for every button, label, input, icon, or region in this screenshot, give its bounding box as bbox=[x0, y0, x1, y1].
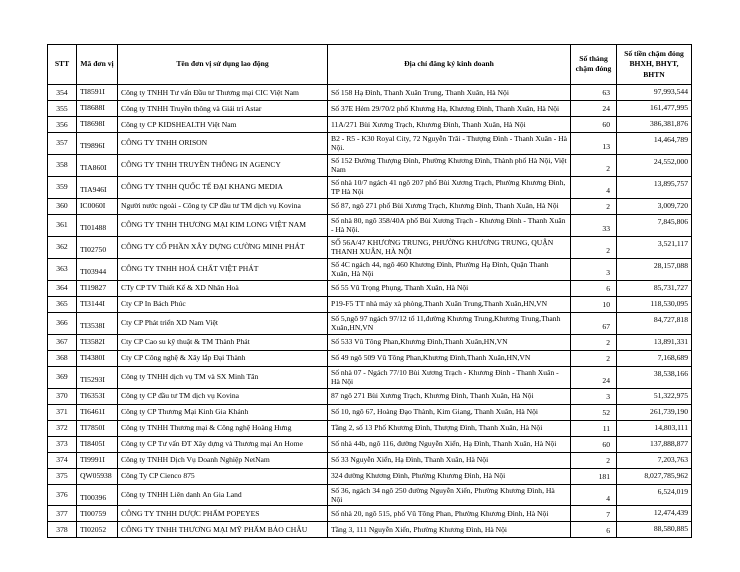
row-amount-late: 13,891,331 bbox=[617, 334, 692, 350]
row-unit-code: TI02750 bbox=[77, 236, 118, 258]
row-amount-late: 161,477,995 bbox=[617, 100, 692, 116]
table-row bbox=[48, 436, 692, 452]
row-stt: 368 bbox=[48, 350, 77, 366]
row-unit-code: TI8698I bbox=[77, 116, 118, 132]
row-months-late: 11 bbox=[571, 420, 617, 436]
row-stt: 361 bbox=[48, 214, 77, 236]
row-stt: 355 bbox=[48, 100, 77, 116]
row-employer-name: CÔNG TY TNHH DƯỢC PHẨM POPEYES bbox=[118, 506, 328, 522]
table-row bbox=[48, 198, 692, 214]
table-row bbox=[48, 468, 692, 484]
col-header-amount-late: Số tiền chậm đóng BHXH, BHYT, BHTN bbox=[617, 45, 692, 85]
table-row bbox=[48, 506, 692, 522]
row-months-late: 13 bbox=[571, 132, 617, 154]
row-amount-late: 28,157,088 bbox=[617, 258, 692, 280]
row-employer-name: Công ty TNHH dịch vụ TM và SX Minh Tân bbox=[118, 366, 328, 388]
row-registered-address: Số 37E Hẻm 29/70/2 phố Khương Hạ, Khương Đình, Thanh Xuân, Hà Nội bbox=[328, 100, 571, 116]
row-employer-name: CÔNG TY TNHH THƯƠNG MẠI MỸ PHẨM BẢO CHÂU bbox=[118, 522, 328, 538]
table-row bbox=[48, 484, 692, 506]
row-unit-code: IC0060I bbox=[77, 198, 118, 214]
row-stt: 372 bbox=[48, 420, 77, 436]
row-months-late: 2 bbox=[571, 154, 617, 176]
row-stt: 356 bbox=[48, 116, 77, 132]
row-unit-code: TI6461I bbox=[77, 404, 118, 420]
row-months-late: 2 bbox=[571, 334, 617, 350]
row-unit-code: TI8591I bbox=[77, 84, 118, 100]
table-row bbox=[48, 280, 692, 296]
row-registered-address: Số 10, ngõ 67, Hoàng Đạo Thành, Kim Giang, Thanh Xuân, Hà Nội bbox=[328, 404, 571, 420]
row-stt: 365 bbox=[48, 296, 77, 312]
row-registered-address: Số nhà 44b, ngõ 116, đường Nguyễn Xiển, Hạ Đình, Thanh Xuân, Hà Nội bbox=[328, 436, 571, 452]
row-employer-name: CÔNG TY TNHH QUỐC TẾ ĐẠI KHANG MEDIA bbox=[118, 176, 328, 198]
row-amount-late: 12,474,439 bbox=[617, 506, 692, 522]
row-amount-late: 14,464,789 bbox=[617, 132, 692, 154]
row-months-late: 63 bbox=[571, 84, 617, 100]
table-row bbox=[48, 334, 692, 350]
row-months-late: 24 bbox=[571, 100, 617, 116]
row-unit-code: TIA946I bbox=[77, 176, 118, 198]
row-months-late: 4 bbox=[571, 176, 617, 198]
row-stt: 363 bbox=[48, 258, 77, 280]
row-registered-address: Số 87, ngõ 271 phố Bùi Xương Trạch, Khương Đình, Thanh Xuân, Hà Nội bbox=[328, 198, 571, 214]
row-stt: 377 bbox=[48, 506, 77, 522]
row-employer-name: Công ty CP KIDSHEALTH Việt Nam bbox=[118, 116, 328, 132]
row-registered-address: P19-F5 TT nhà máy xà phòng,Thanh Xuân Trung,Thanh Xuân,HN,VN bbox=[328, 296, 571, 312]
row-months-late: 3 bbox=[571, 388, 617, 404]
insurance-debt-table bbox=[47, 44, 692, 538]
row-stt: 376 bbox=[48, 484, 77, 506]
table-row bbox=[48, 404, 692, 420]
row-stt: 367 bbox=[48, 334, 77, 350]
col-header-employer-name: Tên đơn vị sử dụng lao động bbox=[118, 45, 328, 85]
row-unit-code: TI5293I bbox=[77, 366, 118, 388]
row-unit-code: TI3582I bbox=[77, 334, 118, 350]
row-registered-address: Số nhà 07 - Ngách 77/10 Bùi Xương Trạch - Khương Đình - Thanh Xuân - Hà Nội bbox=[328, 366, 571, 388]
table-row bbox=[48, 258, 692, 280]
row-amount-late: 38,538,166 bbox=[617, 366, 692, 388]
row-registered-address: Số nhà 20, ngõ 515, phố Vũ Tông Phan, Phường Khương Đình, Hà Nội bbox=[328, 506, 571, 522]
row-employer-name: CÔNG TY TNHH ORISON bbox=[118, 132, 328, 154]
document-page bbox=[47, 44, 691, 538]
row-months-late: 10 bbox=[571, 296, 617, 312]
table-body bbox=[48, 84, 692, 538]
row-amount-late: 97,993,544 bbox=[617, 84, 692, 100]
row-employer-name: Cty CP Phát triển XD Nam Việt bbox=[118, 312, 328, 334]
row-registered-address: 324 đường Khương Đình, Phường Khương Đình, Hà Nội bbox=[328, 468, 571, 484]
row-months-late: 6 bbox=[571, 522, 617, 538]
row-months-late: 2 bbox=[571, 350, 617, 366]
row-unit-code: TI7850I bbox=[77, 420, 118, 436]
row-amount-late: 137,888,877 bbox=[617, 436, 692, 452]
row-amount-late: 7,203,763 bbox=[617, 452, 692, 468]
row-unit-code: TI6353I bbox=[77, 388, 118, 404]
row-registered-address: Số 533 Vũ Tông Phan,Khương Đình,Thanh Xuân,HN,VN bbox=[328, 334, 571, 350]
table-row bbox=[48, 420, 692, 436]
row-months-late: 181 bbox=[571, 468, 617, 484]
row-stt: 369 bbox=[48, 366, 77, 388]
row-registered-address: 11A/271 Bùi Xương Trạch, Khương Đình, Thanh Xuân, Hà Nội bbox=[328, 116, 571, 132]
row-amount-late: 7,168,689 bbox=[617, 350, 692, 366]
row-employer-name: Công ty TNHH Truyền thông và Giải trí Astar bbox=[118, 100, 328, 116]
row-months-late: 2 bbox=[571, 452, 617, 468]
row-months-late: 60 bbox=[571, 436, 617, 452]
table-row bbox=[48, 388, 692, 404]
row-employer-name: Công Ty CP Cienco 875 bbox=[118, 468, 328, 484]
row-stt: 354 bbox=[48, 84, 77, 100]
row-employer-name: Công ty TNHH Tư vấn Đầu tư Thương mại CIC Việt Nam bbox=[118, 84, 328, 100]
row-months-late: 60 bbox=[571, 116, 617, 132]
table-row bbox=[48, 350, 692, 366]
row-amount-late: 8,027,785,962 bbox=[617, 468, 692, 484]
row-unit-code: TI3538I bbox=[77, 312, 118, 334]
row-months-late: 7 bbox=[571, 506, 617, 522]
row-registered-address: Số nhà 10/7 ngách 41 ngõ 207 phố Bùi Xương Trạch, Phường Khương Đình, TP Hà Nội bbox=[328, 176, 571, 198]
table-row bbox=[48, 522, 692, 538]
row-employer-name: Công ty CP Tư vấn ĐT Xây dựng và Thương mại An Home bbox=[118, 436, 328, 452]
row-registered-address: SỐ 56A/47 KHƯƠNG TRUNG, PHƯỜNG KHƯƠNG TRUNG, QUẬN THANH XUÂN, HÀ NỘI bbox=[328, 236, 571, 258]
row-employer-name: Công ty TNHH Dịch Vụ Doanh Nghiệp NetNam bbox=[118, 452, 328, 468]
row-stt: 366 bbox=[48, 312, 77, 334]
row-months-late: 33 bbox=[571, 214, 617, 236]
row-unit-code: TI00759 bbox=[77, 506, 118, 522]
row-stt: 378 bbox=[48, 522, 77, 538]
row-stt: 364 bbox=[48, 280, 77, 296]
row-unit-code: TI8405I bbox=[77, 436, 118, 452]
row-unit-code: TI9896I bbox=[77, 132, 118, 154]
row-amount-late: 386,381,876 bbox=[617, 116, 692, 132]
row-registered-address: Số 33 Nguyễn Xiển, Hạ Đình, Thanh Xuân, Hà Nội bbox=[328, 452, 571, 468]
row-registered-address: Số 158 Hạ Đình, Thanh Xuân Trung, Thanh Xuân, Hà Nội bbox=[328, 84, 571, 100]
row-stt: 357 bbox=[48, 132, 77, 154]
row-stt: 359 bbox=[48, 176, 77, 198]
row-employer-name: Công ty CP Thương Mại Kinh Gia Khánh bbox=[118, 404, 328, 420]
row-employer-name: CÔNG TY TNHH THƯƠNG MẠI KIM LONG VIỆT NAM bbox=[118, 214, 328, 236]
table-row bbox=[48, 176, 692, 198]
row-registered-address: 87 ngõ 271 Bùi Xương Trạch, Khương Đình, Thanh Xuân, Hà Nội bbox=[328, 388, 571, 404]
row-unit-code: TI03944 bbox=[77, 258, 118, 280]
row-registered-address: Số 55 Vũ Trọng Phụng, Thanh Xuân, Hà Nội bbox=[328, 280, 571, 296]
table-row bbox=[48, 100, 692, 116]
col-header-stt: STT bbox=[48, 45, 77, 85]
table-row bbox=[48, 312, 692, 334]
row-amount-late: 3,009,720 bbox=[617, 198, 692, 214]
row-months-late: 52 bbox=[571, 404, 617, 420]
table-row bbox=[48, 154, 692, 176]
row-amount-late: 13,895,757 bbox=[617, 176, 692, 198]
row-registered-address: Số 5,ngõ 97 ngách 97/12 tổ 11,đường Khương Trung,Khương Trung,Thanh Xuân,HN,VN bbox=[328, 312, 571, 334]
row-employer-name: Công ty TNHH Liên danh An Gia Land bbox=[118, 484, 328, 506]
row-employer-name: CTy CP TV Thiết Kế & XD Nhân Hoà bbox=[118, 280, 328, 296]
row-months-late: 3 bbox=[571, 258, 617, 280]
row-registered-address: Tầng 2, số 13 Phố Khương Đình, Thượng Đình, Thanh Xuân, Hà Nội bbox=[328, 420, 571, 436]
row-stt: 370 bbox=[48, 388, 77, 404]
row-employer-name: Cty CP In Bách Phúc bbox=[118, 296, 328, 312]
row-stt: 362 bbox=[48, 236, 77, 258]
row-amount-late: 118,530,095 bbox=[617, 296, 692, 312]
row-registered-address: Số 36, ngách 34 ngõ 250 đường Nguyễn Xiển, Phường Khương Đình, Hà Nội bbox=[328, 484, 571, 506]
row-employer-name: Cty CP Công nghệ & Xây lắp Đại Thành bbox=[118, 350, 328, 366]
row-amount-late: 7,845,806 bbox=[617, 214, 692, 236]
table-header-row bbox=[48, 45, 692, 85]
row-registered-address: Số nhà 80, ngõ 358/40A phố Bùi Xương Trạch - Khương Đình - Thanh Xuân - Hà Nội. bbox=[328, 214, 571, 236]
table-row bbox=[48, 366, 692, 388]
col-header-registered-address: Địa chỉ đăng ký kinh doanh bbox=[328, 45, 571, 85]
col-header-months-late: Số tháng chậm đóng bbox=[571, 45, 617, 85]
row-registered-address: Số 49 ngõ 509 Vũ Tông Phan,Khương Đình,Thanh Xuân,HN,VN bbox=[328, 350, 571, 366]
row-unit-code: TI00396 bbox=[77, 484, 118, 506]
col-header-unit-code: Mã đơn vị bbox=[77, 45, 118, 85]
table-row bbox=[48, 132, 692, 154]
table-row bbox=[48, 296, 692, 312]
row-unit-code: TI8688I bbox=[77, 100, 118, 116]
row-amount-late: 84,727,818 bbox=[617, 312, 692, 334]
row-amount-late: 6,524,019 bbox=[617, 484, 692, 506]
row-unit-code: TI4380I bbox=[77, 350, 118, 366]
row-amount-late: 3,521,117 bbox=[617, 236, 692, 258]
row-registered-address: Số 4C ngách 44, ngõ 460 Khương Đình, Phường Hạ Đình, Quận Thanh Xuân, Hà Nội bbox=[328, 258, 571, 280]
row-amount-late: 85,731,727 bbox=[617, 280, 692, 296]
row-months-late: 4 bbox=[571, 484, 617, 506]
table-row bbox=[48, 214, 692, 236]
row-employer-name: Công ty TNHH Thương mại & Công nghệ Hoàng Hưng bbox=[118, 420, 328, 436]
row-employer-name: Cty CP Cao su kỹ thuật & TM Thành Phát bbox=[118, 334, 328, 350]
row-unit-code: TI19827 bbox=[77, 280, 118, 296]
row-registered-address: Tầng 3, 111 Nguyễn Xiển, Phường Khương Đình, Hà Nội bbox=[328, 522, 571, 538]
row-registered-address: Số 152 Đường Thượng Đình, Phường Khương Đình, Thành phố Hà Nội, Việt Nam bbox=[328, 154, 571, 176]
row-employer-name: Công ty CP đầu tư TM dịch vụ Kovina bbox=[118, 388, 328, 404]
row-months-late: 2 bbox=[571, 236, 617, 258]
row-months-late: 67 bbox=[571, 312, 617, 334]
table-row bbox=[48, 116, 692, 132]
row-stt: 358 bbox=[48, 154, 77, 176]
row-amount-late: 14,803,111 bbox=[617, 420, 692, 436]
row-stt: 375 bbox=[48, 468, 77, 484]
row-stt: 371 bbox=[48, 404, 77, 420]
row-stt: 374 bbox=[48, 452, 77, 468]
row-unit-code: QW05938 bbox=[77, 468, 118, 484]
row-unit-code: TI3144I bbox=[77, 296, 118, 312]
row-amount-late: 24,552,000 bbox=[617, 154, 692, 176]
row-stt: 360 bbox=[48, 198, 77, 214]
row-months-late: 24 bbox=[571, 366, 617, 388]
row-amount-late: 261,739,190 bbox=[617, 404, 692, 420]
row-unit-code: TI02052 bbox=[77, 522, 118, 538]
table-row bbox=[48, 452, 692, 468]
row-unit-code: TI9991I bbox=[77, 452, 118, 468]
row-amount-late: 88,580,885 bbox=[617, 522, 692, 538]
row-unit-code: TI01488 bbox=[77, 214, 118, 236]
table-row bbox=[48, 84, 692, 100]
table-row bbox=[48, 236, 692, 258]
row-employer-name: CÔNG TY TNHH HOÁ CHẤT VIỆT PHÁT bbox=[118, 258, 328, 280]
row-employer-name: CÔNG TY TNHH TRUYỀN THÔNG IN AGENCY bbox=[118, 154, 328, 176]
row-unit-code: TIA860I bbox=[77, 154, 118, 176]
row-months-late: 2 bbox=[571, 198, 617, 214]
row-stt: 373 bbox=[48, 436, 77, 452]
row-months-late: 6 bbox=[571, 280, 617, 296]
row-employer-name: CÔNG TY CỔ PHẦN XÂY DỰNG CƯỜNG MINH PHÁT bbox=[118, 236, 328, 258]
row-employer-name: Người nước ngoài - Công ty CP đầu tư TM dịch vụ Kovina bbox=[118, 198, 328, 214]
row-registered-address: B2 - R5 - K30 Royal City, 72 Nguyễn Trãi - Thượng Đình - Thanh Xuân - Hà Nội. bbox=[328, 132, 571, 154]
row-amount-late: 51,322,975 bbox=[617, 388, 692, 404]
